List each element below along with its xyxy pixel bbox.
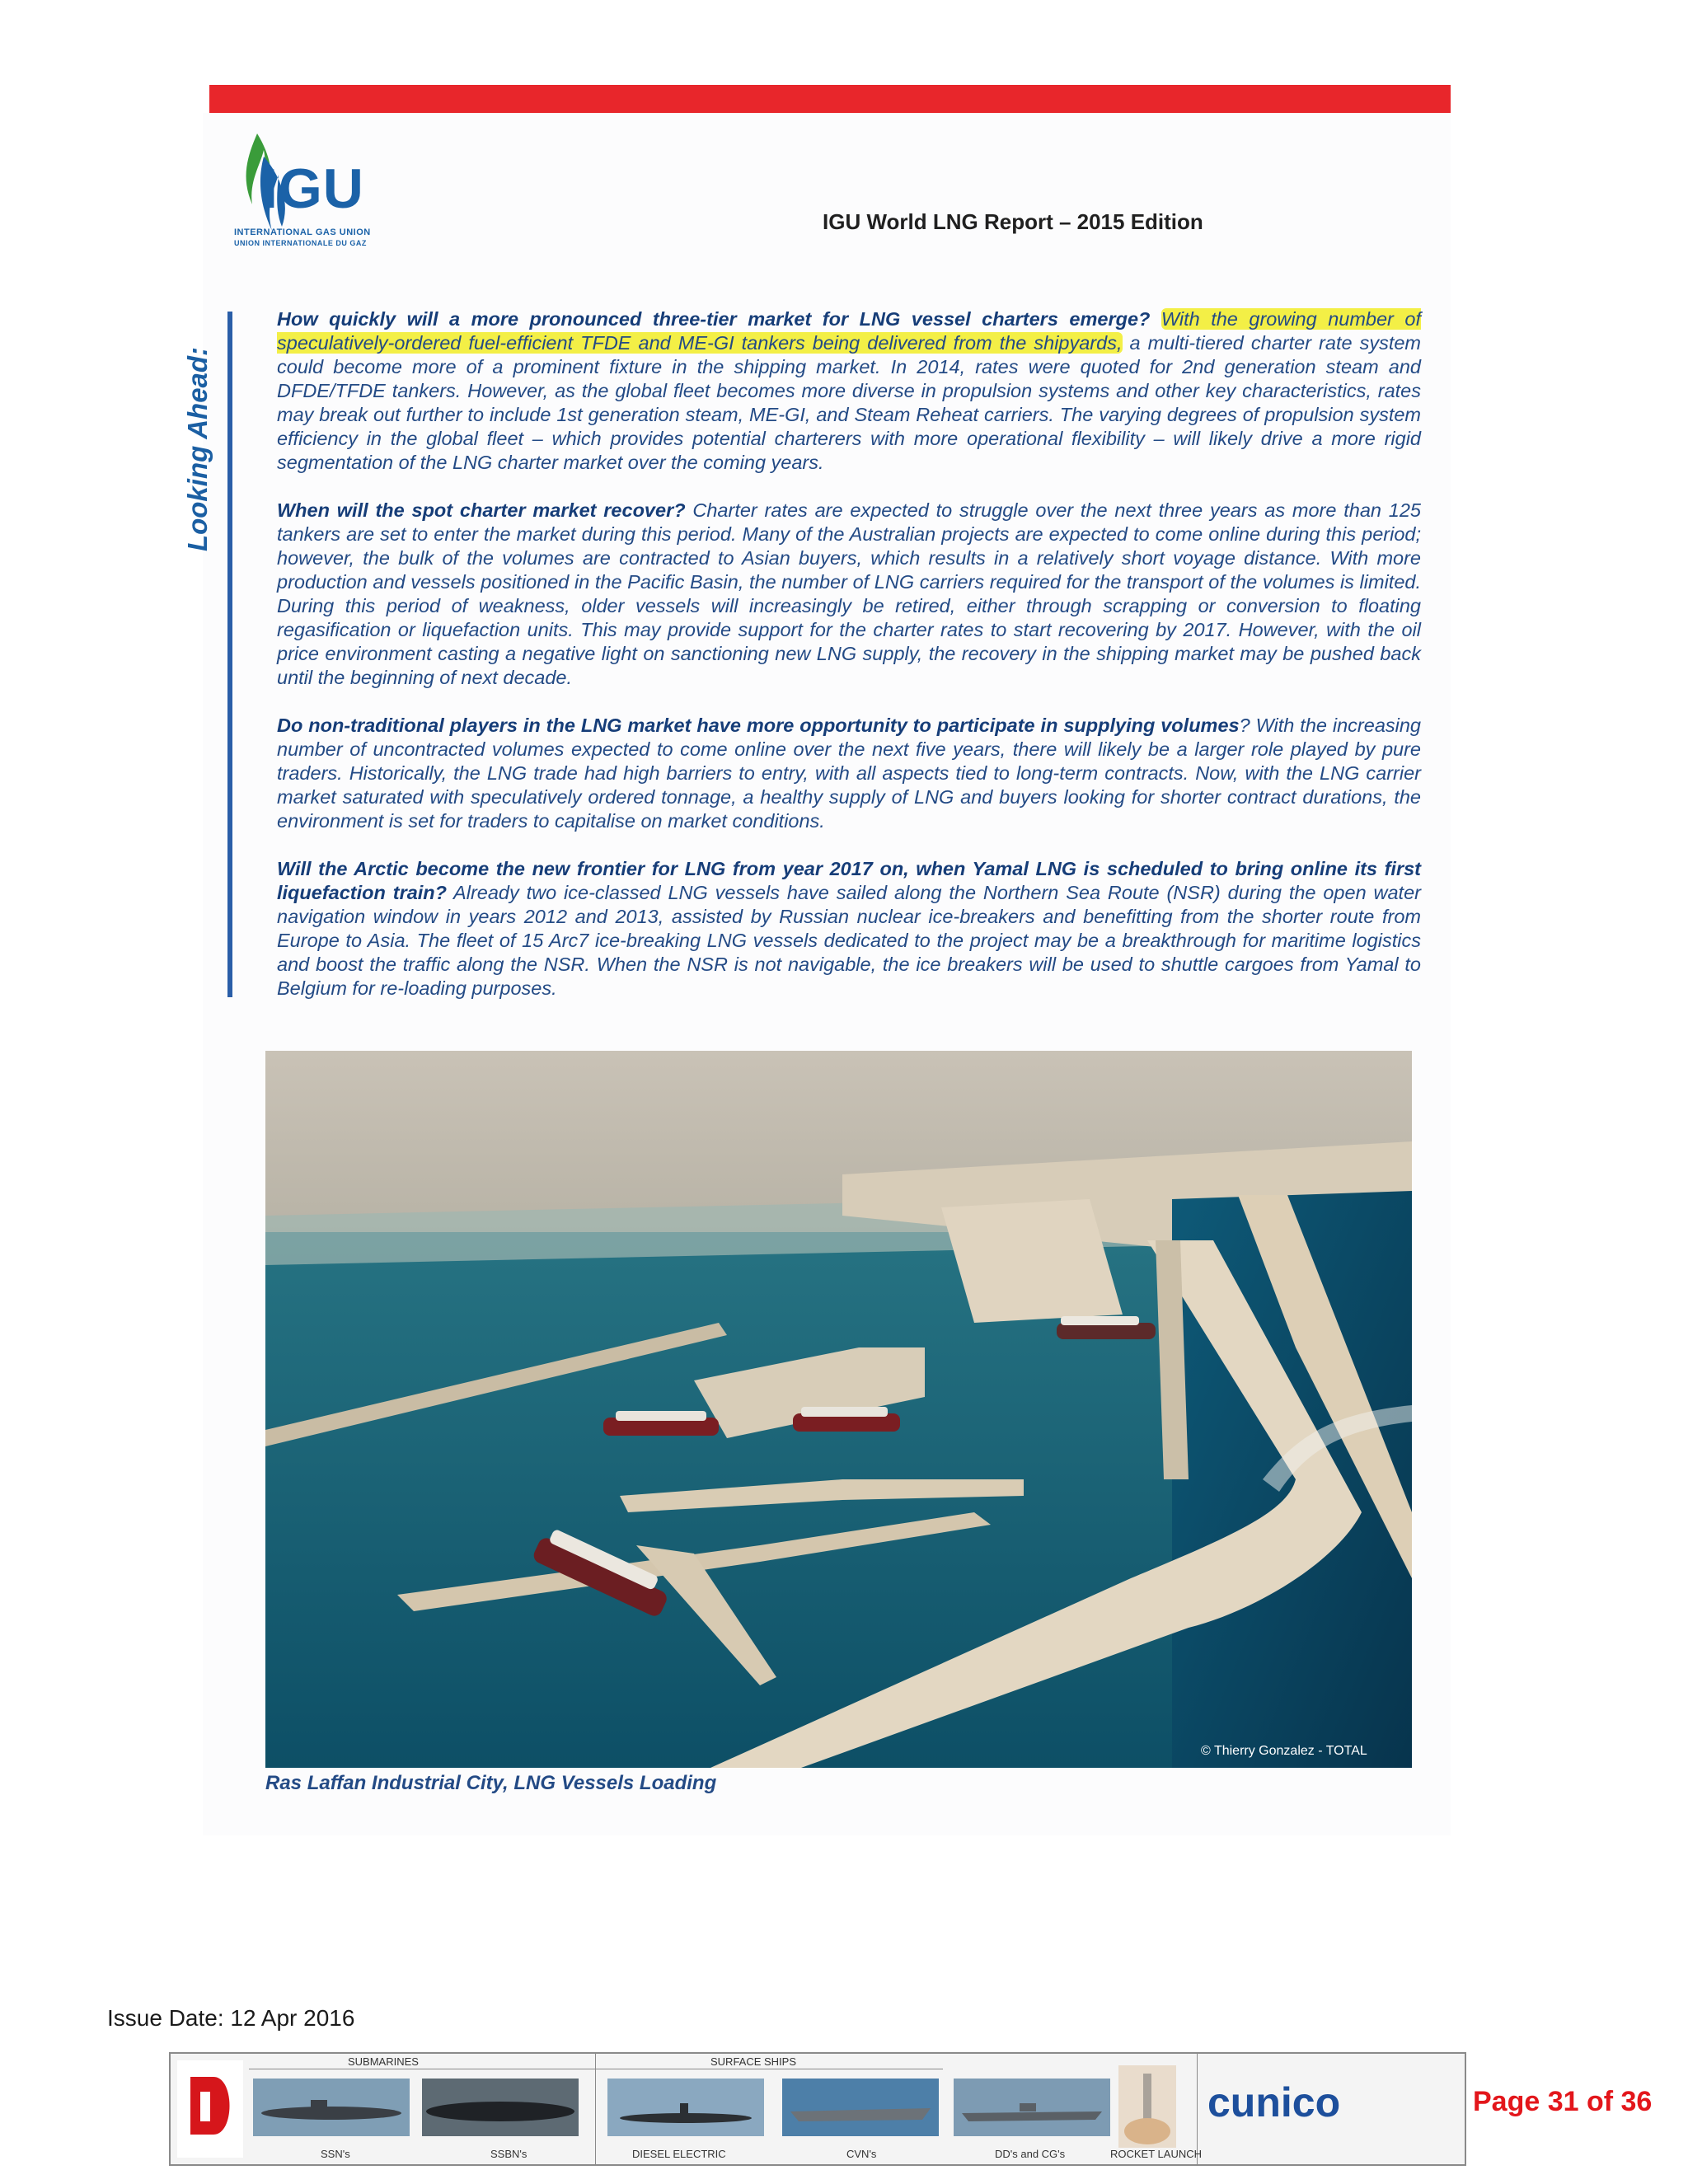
paragraph-body: Charter rates are expected to struggle over the next three years as more than 125 tankers are set to enter the market during this period. Many of the Australian projects are expected to come online during this period; however, the bulk of the volumes are contracted to Asian buyers, which results in a relatively short voyage distance. With more production and vessels positioned in the Pacific Basin, the number of LNG carriers required for the transport of the volumes is limited. During this period of weakness, older vessels will increasingly be retired, either through scrapping or conversion to floating regasification or liquefaction units. This may provide support for the charter rates to start recovering by 2017. However, with the oil price environment casting a negative light on sanctioning new LNG supply, the recovery in the shipping market may be pushed back until the beginning of next decade. xyxy=(277,499,1421,688)
cell-label-rocket: ROCKET LAUNCH xyxy=(1110,2148,1203,2160)
rocket-launch-icon xyxy=(1118,2065,1176,2148)
report-title: IGU World LNG Report – 2015 Edition xyxy=(823,209,1203,234)
side-label: Looking Ahead: xyxy=(182,346,213,552)
highlighted-text: With the growing number of speculatively-ordered fuel-efficient TFDE and ME-GI tankers being delivered from the shipyards, xyxy=(277,308,1421,354)
paragraph-question: How quickly will a more pronounced three-tier market for LNG vessel charters emerge? xyxy=(277,308,1151,330)
group-submarines: SUBMARINES xyxy=(348,2055,419,2068)
footer-banner xyxy=(169,2052,1466,2166)
logo-subtitle-fr: UNION INTERNATIONALE DU GAZ xyxy=(234,239,367,247)
lng-tanker-2 xyxy=(793,1407,900,1432)
ssn-submarine-icon xyxy=(253,2079,410,2136)
paragraph-charters xyxy=(277,307,1421,475)
side-label-container xyxy=(173,313,223,585)
cell-label-ssn: SSN's xyxy=(321,2148,350,2160)
ssbn-submarine-icon xyxy=(422,2079,579,2136)
paragraph-body: Already two ice-classed LNG vessels have sailed along the Northern Sea Route (NSR) during the open water navigation window in years 2012 and 2013, assisted by Russian nuclear ice-breakers and benefitting from the shorter route from Europe to Asia. The fleet of 15 Arc7 ice-breaking LNG vessels dedicated to the project may be a breakthrough for maritime logistics and boost the traffic along the NSR. When the NSR is not navigable, the ice breakers will be used to shuttle cargoes from Yamal to Belgium for re-loading purposes. xyxy=(277,882,1421,999)
cell-label-dd-cg: DD's and CG's xyxy=(995,2148,1066,2160)
looking-ahead-text xyxy=(277,307,1421,1024)
photo-caption: Ras Laffan Industrial City, LNG Vessels Loading xyxy=(265,1772,717,1794)
paragraph-question: When will the spot charter market recover? xyxy=(277,499,686,521)
cell-label-ssbn: SSBN's xyxy=(490,2148,528,2160)
lng-port-aerial-photo xyxy=(265,1051,1412,1768)
paragraph-body: ? With the increasing number of uncontracted volumes expected to come online over the next five years, there will likely be a larger role played by pure traders. Historically, the LNG trade had high barriers to entry, with all aspects tied to long-term contracts. Now, with the LNG carrier market saturated with speculatively ordered tonnage, a healthy supply of LNG and buyers looking for shorter contract durations, the environment is set for traders to capitalise on market conditions. xyxy=(277,715,1422,832)
paragraph-non-traditional xyxy=(277,714,1421,833)
destroyer-icon xyxy=(954,2079,1110,2136)
footer-group-header xyxy=(249,2054,943,2069)
paragraph-body: a multi-tiered charter rate system could become more of a prominent fixture in the shipping market. In 2014, rates were quoted for 2nd generation steam and DFDE/TFDE tankers. However, as the global fleet becomes more diverse in propulsion systems and other key characteristics, rates may break out further to include 1st generation steam, ME-GI, and Steam Reheat carriers. The varying degrees of propulsion system efficiency in the global fleet – which provides potential charterers with more operational flexibility – will likely drive a more rigid segmentation of the LNG charter market over the coming years. xyxy=(277,332,1421,473)
paragraph-question: Will the Arctic become the new frontier for LNG from year 2017 on, when Yamal LNG is scheduled to bring online its first liquefaction train? xyxy=(277,858,1421,903)
group-surface-ships: SURFACE SHIPS xyxy=(710,2055,797,2068)
header-red-bar xyxy=(209,85,1451,113)
lng-tanker-1 xyxy=(603,1411,719,1436)
diesel-electric-submarine-icon xyxy=(607,2079,764,2136)
issue-date: Issue Date: 12 Apr 2016 xyxy=(107,2005,355,2031)
section-divider-line xyxy=(227,312,232,997)
igu-logo-text: IGU xyxy=(262,157,364,220)
paragraph-question: Do non-traditional players in the LNG market have more opportunity to participate in supplying volumes xyxy=(277,715,1240,736)
footer-divider xyxy=(595,2054,596,2164)
cell-label-cvn: CVN's xyxy=(846,2148,877,2160)
paragraph-arctic xyxy=(277,857,1421,1001)
page-number: Page 31 of 36 xyxy=(1473,2086,1653,2117)
photo-credit: © Thierry Gonzalez - TOTAL xyxy=(1201,1744,1367,1758)
logo-subtitle-en: INTERNATIONAL GAS UNION xyxy=(234,227,371,237)
aircraft-carrier-icon xyxy=(782,2079,939,2136)
dynamic-controls-logo-icon xyxy=(177,2060,243,2158)
paragraph-spot-market xyxy=(277,499,1421,690)
cell-label-diesel: DIESEL ELECTRIC xyxy=(632,2148,726,2160)
cunico-logo: cunico xyxy=(1207,2079,1341,2125)
